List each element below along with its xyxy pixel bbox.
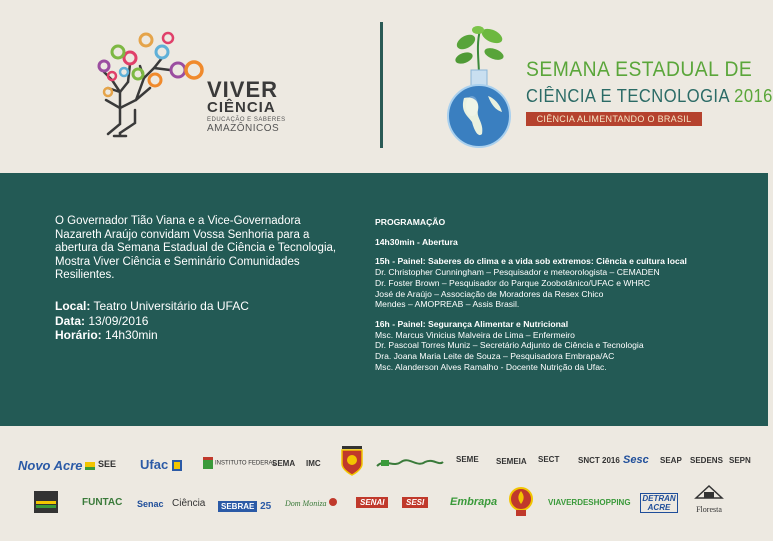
amazonicos-text: AMAZÔNICOS	[207, 123, 280, 134]
time-row	[55, 328, 249, 343]
sesc-logo: Sesc	[623, 454, 649, 466]
panel1-item: José de Araújo – Associação de Moradores da Resex Chico	[375, 288, 604, 299]
panel2-title: 16h - Painel: Segurança Alimentar e Nutricional	[375, 318, 569, 329]
ciencia-text: CIÊNCIA	[207, 99, 276, 116]
senac-logo: Senac	[137, 499, 164, 509]
local-value: Teatro Universitário da UFAC	[93, 299, 249, 313]
globe-plant-icon	[444, 26, 514, 150]
time-value: 14h30min	[105, 328, 158, 342]
program-opening: 14h30min - Abertura	[375, 236, 458, 247]
event-info	[55, 299, 249, 343]
script-logo-icon	[375, 456, 445, 470]
viver-ciencia-wordmark	[207, 77, 286, 134]
panel1-item: Mendes – AMOPREAB – Assis Brasil.	[375, 299, 520, 310]
sepn-logo: SEPN	[729, 456, 751, 465]
time-label: Horário:	[55, 328, 102, 342]
sponsors-section	[0, 426, 768, 541]
date-row	[55, 314, 249, 329]
panel2-item: Dr. Pascoal Torres Muniz – Secretário Adjunto de Ciência e Tecnologia	[375, 340, 644, 351]
panel2-item: Msc. Alanderson Alves Ramalho - Docente Nutrição da Ufac.	[375, 361, 607, 372]
header-divider	[380, 22, 383, 148]
semana-banner: CIÊNCIA ALIMENTANDO O BRASIL	[526, 112, 702, 126]
via-verde-shopping-logo: VIAVERDESHOPPING	[548, 498, 631, 507]
ciencia-logo: Ciência	[172, 498, 206, 509]
viver-ciencia-tree-logo	[100, 30, 210, 142]
date-label: Data:	[55, 313, 86, 328]
date-value: 13/09/2016	[88, 313, 149, 328]
fire-dept-crest-icon	[508, 486, 534, 518]
novo-acre-logo: Novo Acre	[18, 458, 95, 473]
seme-logo: SEME	[456, 455, 479, 464]
header-section	[0, 0, 773, 173]
semana-ciencia-text: CIÊNCIA E TECNOLOGIA	[526, 86, 730, 106]
partner-script-logo	[375, 456, 445, 470]
senai-logo: SENAI	[356, 497, 388, 508]
sect-logo: SECT	[538, 455, 560, 464]
instituto-federal-logo: INSTITUTO FEDERAL	[203, 457, 276, 469]
viver-text: VIVER	[207, 77, 279, 102]
semana-title-line1: SEMANA ESTADUAL DE	[526, 58, 753, 81]
panel2-item: Dra. Joana Maria Leite de Souza – Pesquisadora Embrapa/AC	[375, 351, 615, 362]
local-row	[55, 299, 249, 314]
local-label: Local:	[55, 299, 91, 313]
embrapa-logo: Embrapa	[450, 496, 498, 508]
semana-year: 2016	[734, 86, 773, 106]
panel1-item: Dr. Foster Brown – Pesquisador do Parque Zoobotânico/UFAC e WHRC	[375, 277, 651, 288]
sema-logo: SEMA	[272, 459, 296, 468]
ufac-logo: Ufac	[140, 457, 182, 472]
sedens-logo: SEDENS	[690, 456, 723, 465]
program-section	[375, 217, 745, 372]
funtac-logo: FUNTAC	[82, 497, 123, 508]
see-logo: SEE	[98, 459, 117, 469]
police-crest-icon	[340, 446, 364, 476]
sesi-logo: SESI	[402, 497, 428, 508]
seap-logo: SEAP	[660, 456, 682, 465]
semana-title-line2	[526, 86, 773, 107]
panel1-title: 15h - Painel: Saberes do clima e a vida sob extremos: Ciência e cultura local	[375, 256, 687, 267]
semeia-logo: SEMEIA	[496, 457, 527, 466]
dom-moniza-logo: Dom Moniza	[285, 498, 337, 508]
program-title: PROGRAMAÇÃO	[375, 217, 446, 227]
house-icon	[694, 484, 724, 500]
panel1-item: Dr. Christopher Cunningham – Pesquisador e meteorologista – CEMADEN	[375, 267, 660, 278]
educacao-text: EDUCAÇÃO E SABERES	[207, 117, 286, 123]
floresta-logo: Floresta	[694, 484, 724, 514]
panel2-item: Msc. Marcus Vinicius Malveira de Lima – Enfermeiro	[375, 329, 575, 340]
partner-badge-icon	[34, 491, 58, 513]
invitation-section	[0, 173, 768, 426]
sebrae-logo: SEBRAE 25	[218, 496, 271, 514]
imc-logo: IMC	[306, 459, 321, 468]
invite-text: O Governador Tião Viana e a Vice-Governadora Nazareth Araújo convidam Vossa Senhoria para a abertura da Semana Estadual de Ciência e Tecnologia, Mostra Viver Ciência e Seminário Comunidades Resilientes.	[55, 215, 337, 281]
detran-logo: DETRAN ACRE	[640, 493, 678, 513]
snct-logo: SNCT 2016	[578, 456, 620, 465]
